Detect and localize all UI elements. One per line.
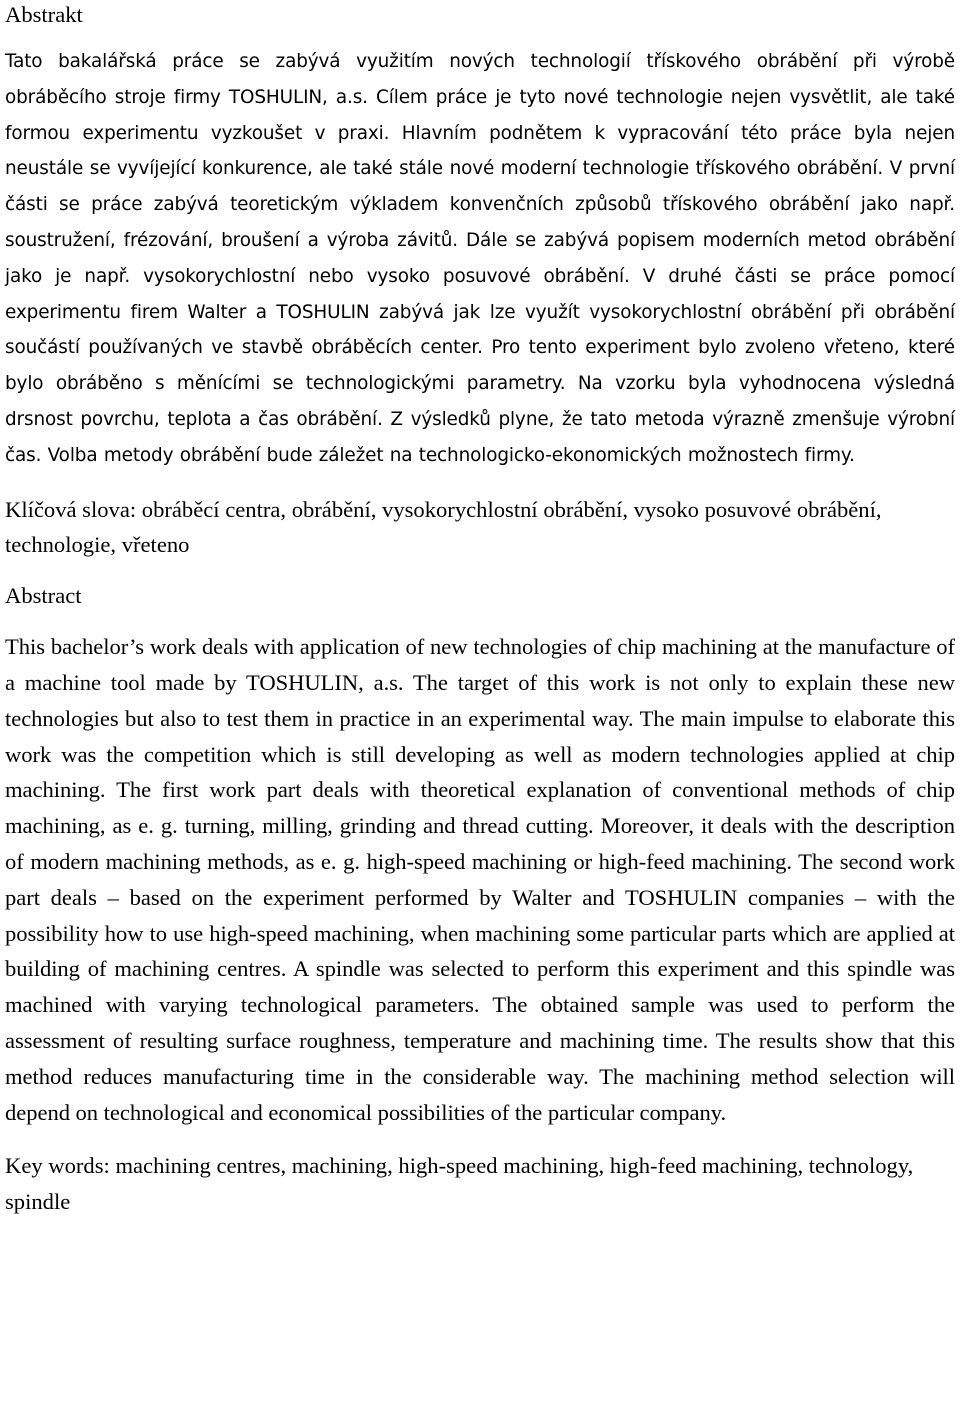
english-abstract-heading: Abstract — [5, 583, 82, 609]
czech-abstract-body: Tato bakalářská práce se zabývá využitím nových technologií třískového obrábění při výrobě obráběcího stroje firmy TOSHULIN, a.s. Cílem práce je tyto nové technologie nejen vysvětlit, ale také formou experimentu vyzkoušet v praxi. Hlavním podnětem k vypracování této práce byla nejen neustále se vyvíjející konkurence, ale také stále nové moderní technologie třískového obrábění. V první části se práce zabývá teoretickým výkladem konvenčních způsobů třískového obrábění jako např. soustružení, frézování, broušení a výroba závitů. Dále se zabývá popisem moderních metod obrábění jako je např. vysokorychlostní nebo vysoko posuvové obrábění. V druhé části se práce pomocí experimentu firem Walter a TOSHULIN zabývá jak lze využít vysokorychlostní obrábění při obrábění součástí používaných ve stavbě obráběcích center. Pro tento experiment bylo zvoleno vřeteno, které bylo obráběno s měnícími se technologickými parametry. Na vzorku byla vyhodnocena výsledná drsnost povrchu, teplota a čas obrábění. Z výsledků plyne, že tato metoda výrazně zmenšuje výrobní čas. Volba metody obrábění bude záležet na technologicko-ekonomických možnostech firmy. — [5, 51, 955, 466]
czech-keywords: Klíčová slova: obráběcí centra, obrábění, vysokorychlostní obrábění, vysoko posuvové obrábění, technologie, vřeteno — [5, 496, 882, 558]
document-page — [5, 0, 955, 1220]
czech-abstract-heading: Abstrakt — [5, 2, 83, 27]
english-keywords: Key words: machining centres, machining, high-speed machining, high-feed machining, technology, spindle — [5, 1153, 914, 1215]
english-abstract-body: This bachelor’s work deals with application of new technologies of chip machining at the manufacture of a machine tool made by TOSHULIN, a.s. The target of this work is not only to explain these new technologies but also to test them in practice in an experimental way. The main impulse to elaborate this work was the competition which is still developing as well as modern technologies applied at chip machining. The first work part deals with theoretical explanation of conventional methods of chip machining, as e. g. turning, milling, grinding and thread cutting. Moreover, it deals with the description of modern machining methods, as e. g. high-speed machining or high-feed machining. The second work part deals – based on the experiment performed by Walter and TOSHULIN companies – with the possibility how to use high-speed machining, when machining some particular parts which are applied at building of machining centres. A spindle was selected to perform this experiment and this spindle was machined with varying technological parameters. The obtained sample was used to perform the assessment of resulting surface roughness, temperature and machining time. The results show that this method reduces manufacturing time in the considerable way. The machining method selection will depend on technological and economical possibilities of the particular company. — [5, 634, 955, 1125]
